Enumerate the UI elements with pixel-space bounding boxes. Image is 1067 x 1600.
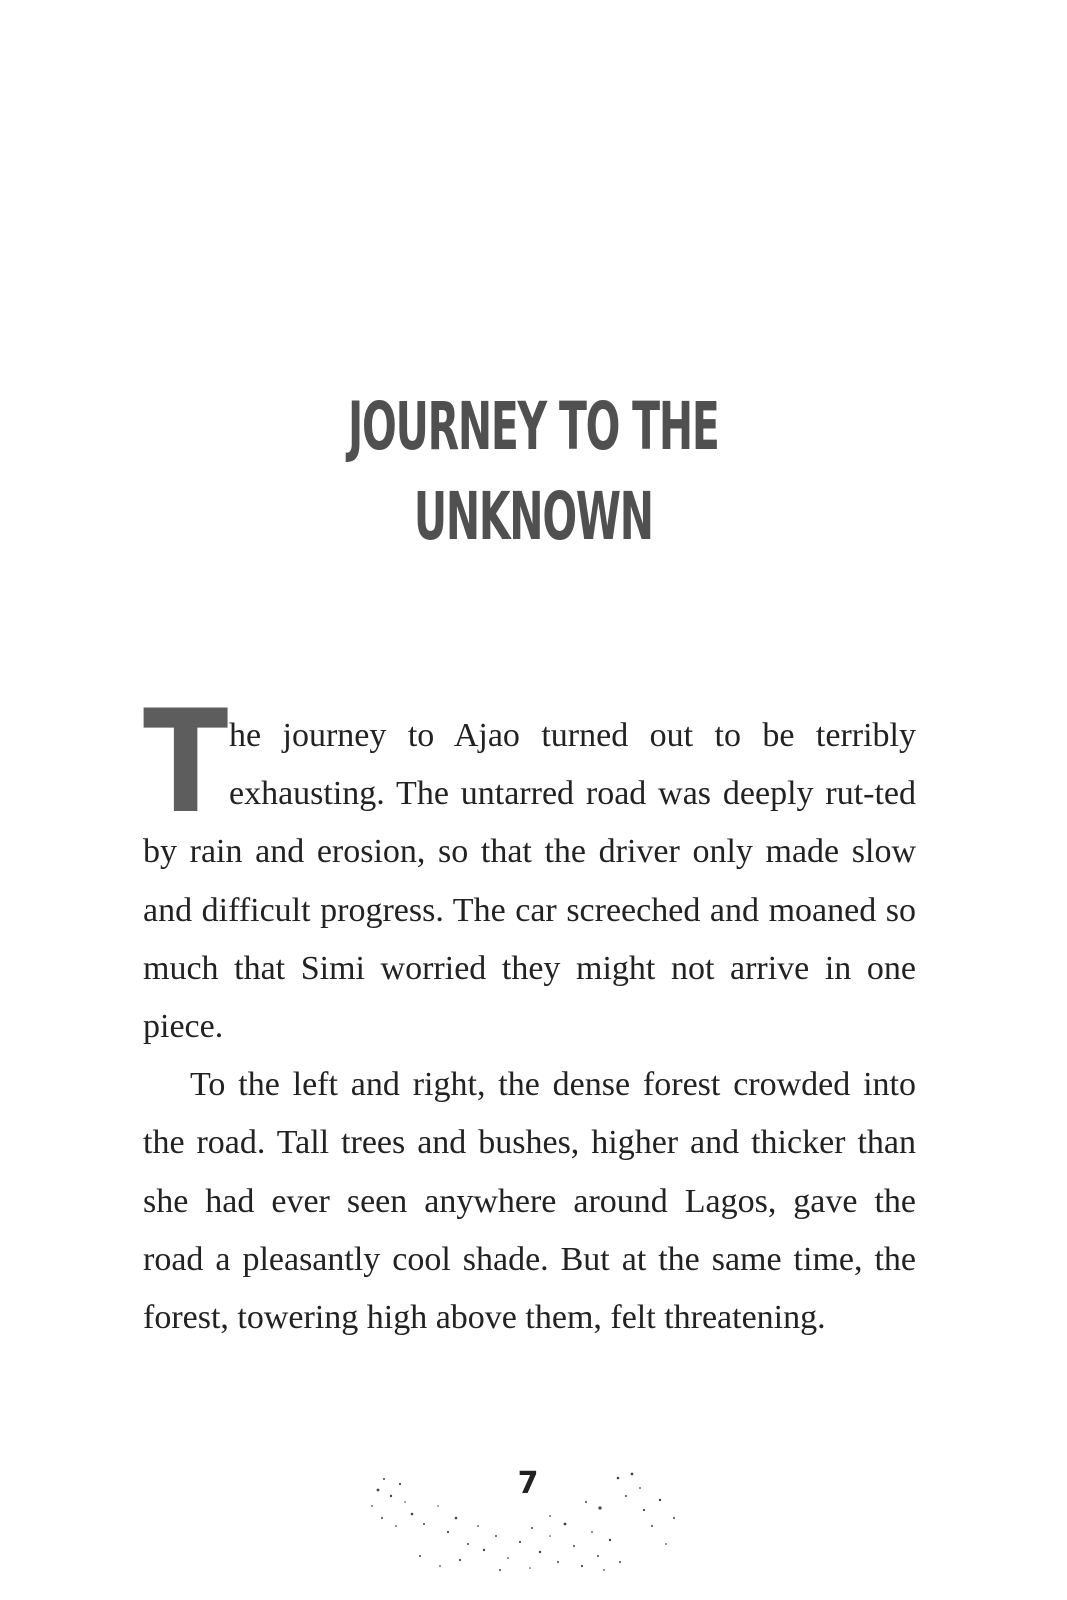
paragraph-2: To the left and right, the dense forest crowded into the road. Tall trees and bushes, higher and thicker than she had ever seen anywhere around Lagos, gave the road a pleasantly cool shade. But at the same time, the forest, towering high above them, felt threatening. xyxy=(143,1066,916,1337)
chapter-title-line-2: UNKNOWN xyxy=(413,478,653,555)
chapter-body xyxy=(143,680,916,1347)
paragraph-1-text: he journey to Ajao turned out to be terribly exhausting. The untarred road was deeply rut-ted by rain and erosion, so that the driver only made slow and difficult progress. The car screeched and moaned so much that Simi worried they might not arrive in one piece. xyxy=(143,717,916,1046)
page-number: 7 xyxy=(517,1466,539,1501)
chapter-title xyxy=(203,382,865,562)
chapter-title-line-1: JOURNEY TO THE xyxy=(348,388,719,465)
paragraph-1 xyxy=(143,680,916,1056)
drop-cap: T xyxy=(143,680,229,845)
footer xyxy=(360,1466,690,1576)
